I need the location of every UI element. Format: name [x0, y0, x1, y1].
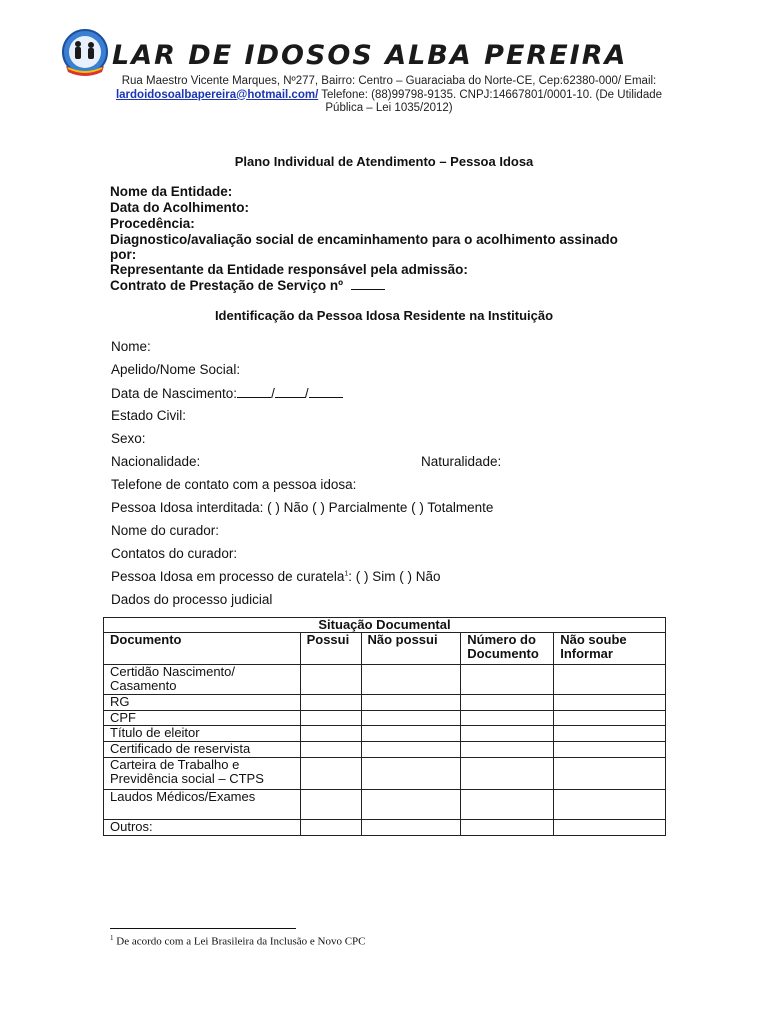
table-cell[interactable] — [554, 742, 666, 758]
table-cell[interactable] — [300, 790, 361, 820]
name-field: Nome: — [111, 339, 151, 354]
table-cell[interactable] — [461, 758, 554, 790]
row-label: Carteira de Trabalho e Previdência social – CTPS — [104, 758, 301, 790]
birthdate-field: Data de Nascimento: / / — [111, 385, 343, 401]
table-row — [104, 665, 666, 695]
footnote-divider — [110, 928, 296, 929]
table-cell[interactable] — [461, 742, 554, 758]
col-header: Não possui — [361, 633, 461, 665]
table-cell[interactable] — [300, 758, 361, 790]
table-cell[interactable] — [361, 742, 461, 758]
table-cell[interactable] — [461, 790, 554, 820]
document-situation-table — [103, 617, 666, 836]
table-cell[interactable] — [461, 711, 554, 726]
table-caption-row — [104, 618, 666, 633]
table-cell[interactable] — [461, 695, 554, 711]
table-cell[interactable] — [300, 726, 361, 742]
contract-number-blank[interactable] — [351, 277, 385, 290]
table-row — [104, 695, 666, 711]
birth-year-blank[interactable] — [309, 385, 343, 398]
table-cell[interactable] — [361, 790, 461, 820]
birth-day-blank[interactable] — [237, 385, 271, 398]
table-cell[interactable] — [554, 665, 666, 695]
table-cell[interactable] — [554, 758, 666, 790]
table-cell[interactable] — [361, 695, 461, 711]
curator-contacts-field: Contatos do curador: — [111, 546, 238, 561]
marital-status-field: Estado Civil: — [111, 408, 187, 423]
table-row — [104, 742, 666, 758]
birthplace-field: Naturalidade: — [421, 454, 502, 469]
row-label: Outros: — [104, 820, 301, 836]
table-cell[interactable] — [300, 665, 361, 695]
table-cell[interactable] — [554, 711, 666, 726]
origin-label: Procedência: — [110, 216, 195, 231]
col-header: Número do Documento — [461, 633, 554, 665]
row-label: Título de eleitor — [104, 726, 301, 742]
email-link[interactable]: lardoidosoalbapereira@hotmail.com/ — [115, 88, 319, 101]
page-title: Plano Individual de Atendimento – Pessoa Idosa — [234, 154, 534, 169]
row-label: Certificado de reservista — [104, 742, 301, 758]
organization-address: Rua Maestro Vicente Marques, Nº277, Bairro: Centro – Guaraciaba do Norte-CE, Cep:62380-000/ Email: lardoidosoalbapereira@hotmail.com/ Telefone: (88)99798-9135. CNPJ:14667801/0001-10. (De Utilidade Pública – Lei 1035/2012) — [115, 75, 663, 114]
admission-date-label: Data do Acolhimento: — [110, 200, 250, 215]
table-cell[interactable] — [300, 695, 361, 711]
nickname-field: Apelido/Nome Social: — [111, 362, 241, 377]
table-row — [104, 820, 666, 836]
table-caption: Situação Documental — [104, 618, 666, 633]
organization-logo — [58, 28, 112, 80]
table-cell[interactable] — [461, 820, 554, 836]
row-label: Certidão Nascimento/ Casamento — [104, 665, 301, 695]
curator-name-field: Nome do curador: — [111, 523, 220, 538]
table-row — [104, 711, 666, 726]
diagnosis-label-cont: por: — [110, 247, 137, 262]
representative-label: Representante da Entidade responsável pela admissão: — [110, 262, 468, 277]
table-row — [104, 790, 666, 820]
contract-label: Contrato de Prestação de Serviço nº — [110, 277, 385, 293]
organization-name: LAR DE IDOSOS ALBA PEREIRA — [112, 40, 628, 71]
table-cell[interactable] — [554, 726, 666, 742]
sex-field: Sexo: — [111, 431, 146, 446]
footnote: $^1$ De acordo com a Lei Brasileira da Inclusão e Novo CPC — [110, 934, 366, 948]
table-cell[interactable] — [554, 820, 666, 836]
table-cell[interactable] — [554, 695, 666, 711]
table-cell[interactable] — [300, 820, 361, 836]
curatorship-field: Pessoa Idosa em processo de curatela$^1$: ( ) Sim ( ) Não — [111, 569, 441, 584]
table-cell[interactable] — [554, 790, 666, 820]
table-cell[interactable] — [300, 742, 361, 758]
row-label: CPF — [104, 711, 301, 726]
table-cell[interactable] — [300, 711, 361, 726]
section-title: Identificação da Pessoa Idosa Residente na Instituição — [214, 308, 554, 323]
col-header: Não soube Informar — [554, 633, 666, 665]
table-header-row — [104, 633, 666, 665]
judicial-process-field: Dados do processo judicial — [111, 592, 273, 607]
col-header: Possui — [300, 633, 361, 665]
table-cell[interactable] — [461, 726, 554, 742]
footnote-ref: 1 — [344, 570, 349, 578]
table-cell[interactable] — [361, 665, 461, 695]
table-cell[interactable] — [461, 665, 554, 695]
row-label: RG — [104, 695, 301, 711]
table-cell[interactable] — [361, 820, 461, 836]
table-cell[interactable] — [361, 726, 461, 742]
phone-field: Telefone de contato com a pessoa idosa: — [111, 477, 357, 492]
table-cell[interactable] — [361, 711, 461, 726]
birth-month-blank[interactable] — [275, 385, 305, 398]
entity-name-label: Nome da Entidade: — [110, 184, 233, 199]
nationality-field: Nacionalidade: — [111, 454, 201, 469]
table-row — [104, 726, 666, 742]
table-cell[interactable] — [361, 758, 461, 790]
col-header: Documento — [104, 633, 301, 665]
row-label: Laudos Médicos/Exames — [104, 790, 301, 820]
interdiction-field: Pessoa Idosa interditada: ( ) Não ( ) Parcialmente ( ) Totalmente — [111, 500, 494, 515]
table-row — [104, 758, 666, 790]
diagnosis-label: Diagnostico/avaliação social de encaminhamento para o acolhimento assinado — [110, 232, 618, 247]
